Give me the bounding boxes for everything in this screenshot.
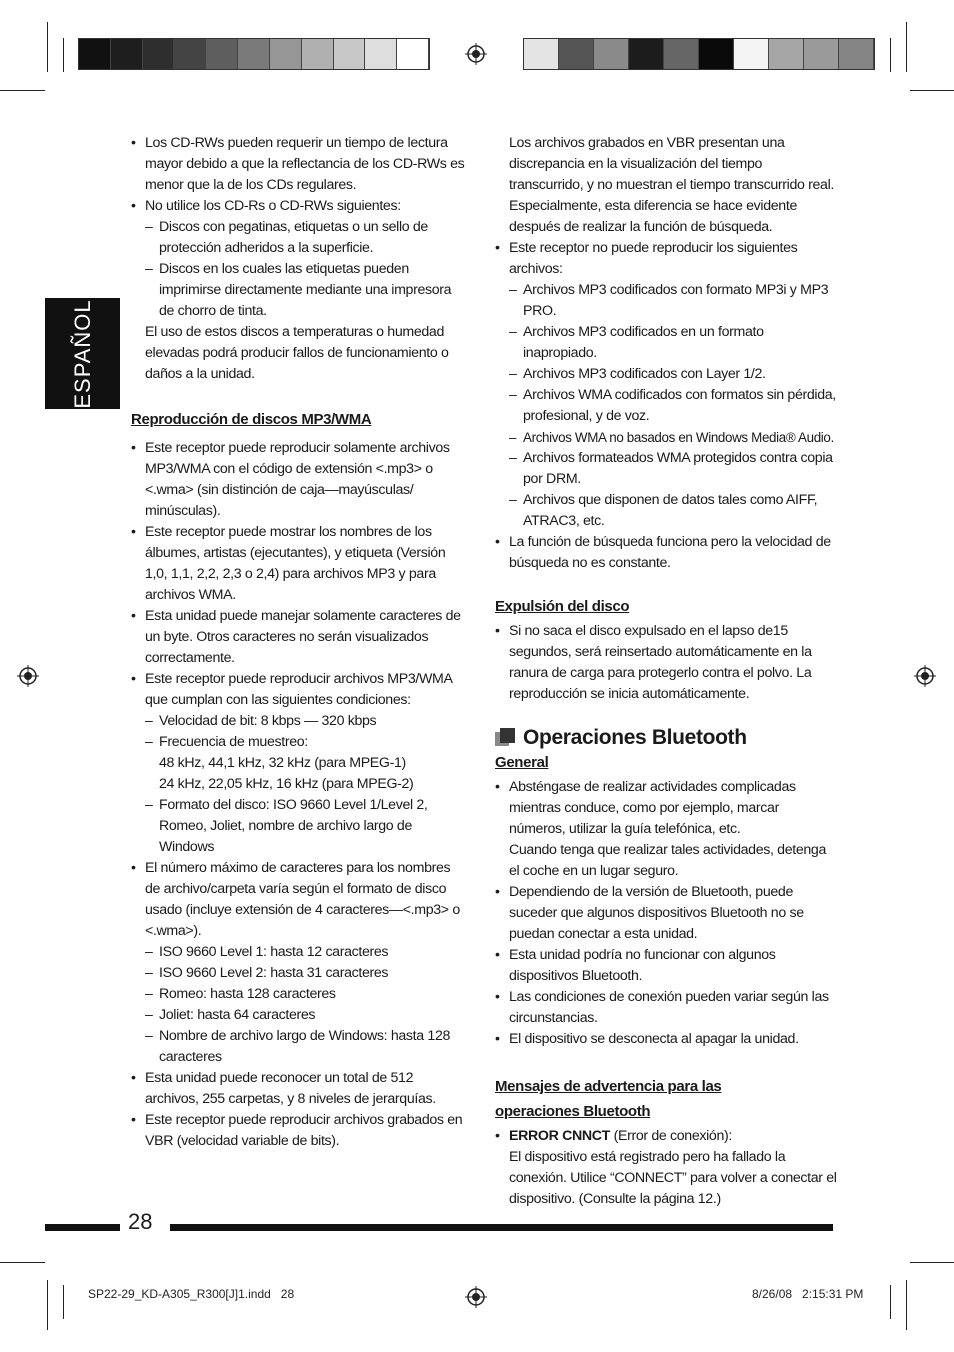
section-heading-eject: Expulsión del disco (495, 598, 630, 615)
paragraph: El dispositivo está registrado pero ha fallado la conexión. Utilice “CONNECT” para volver a conectar el dispositivo. (Consulte la página 12.) (509, 1149, 837, 1207)
registration-mark-icon (465, 43, 487, 65)
sub-list-line: 24 kHz, 22,05 kHz, 16 kHz (para MPEG-2) (159, 776, 414, 792)
sub-list-item: – ISO 9660 Level 1: hasta 12 caracteres (131, 942, 466, 963)
registration-mark-icon (17, 665, 39, 687)
color-swatch (734, 39, 769, 69)
crop-mark (910, 90, 954, 91)
color-swatch (839, 39, 874, 69)
footer-timestamp: 8/26/08 2:15:31 PM (752, 1287, 864, 1301)
crop-mark (0, 90, 45, 91)
sub-list-item: – ISO 9660 Level 2: hasta 31 caracteres (131, 963, 466, 984)
sub-list-item: – Archivos que disponen de datos tales como AIFF, ATRAC3, etc. (495, 490, 837, 532)
left-column (131, 133, 466, 1152)
crop-mark (0, 1262, 45, 1263)
color-swatch (111, 39, 143, 69)
crop-mark (47, 22, 48, 72)
sub-list-item: – Discos con pegatinas, etiquetas o un sello de protección adheridos a la superficie. (131, 217, 466, 259)
sub-list-item: – Discos en los cuales las etiquetas pueden imprimirse directamente mediante una impresora de chorro de tinta. (131, 259, 466, 322)
color-swatch (238, 39, 270, 69)
sub-list-line: 48 kHz, 44,1 kHz, 32 kHz (para MPEG-1) (159, 755, 406, 771)
sub-list-item: – Archivos MP3 codificados en un formato inapropiado. (495, 322, 837, 364)
sub-list-item: – Archivos WMA no basados en Windows Media® Audio. (495, 427, 837, 448)
paragraph: Los archivos grabados en VBR presentan una discrepancia en la visualización del tiempo transcurrido, y no muestran el tiempo transcurrido real. Especialmente, esta diferencia se hace evidente después de realizar la función de búsqueda. (509, 135, 834, 235)
page-number: 28 (128, 1209, 153, 1234)
section-title-bluetooth (495, 727, 837, 748)
right-column (495, 133, 837, 1210)
crop-mark (910, 1262, 954, 1263)
color-swatch (270, 39, 302, 69)
registration-mark-icon (465, 1286, 487, 1308)
sub-list-item: – Frecuencia de muestreo: (131, 732, 466, 753)
color-swatch (629, 39, 664, 69)
page-rule-left (45, 1224, 120, 1231)
color-swatch (397, 39, 429, 69)
color-swatch (804, 39, 839, 69)
error-desc: (Error de conexión): (609, 1128, 732, 1144)
color-swatch (302, 39, 334, 69)
color-swatch (524, 39, 559, 69)
color-swatch (769, 39, 804, 69)
color-swatch (334, 39, 366, 69)
list-item: • Este receptor puede reproducir archivos MP3/WMA que cumplan con las siguientes condiciones: (131, 669, 466, 711)
color-swatch (365, 39, 397, 69)
list-item: • Este receptor no puede reproducir los siguientes archivos: (495, 238, 837, 280)
list-item: • Si no saca el disco expulsado en el lapso de15 segundos, será reinsertado automáticamente en la ranura de carga para protegerlo contra el polvo. La reproducción se inicia automáticamente. (495, 621, 837, 705)
section-square-icon (495, 728, 515, 748)
section-heading-general: General (495, 754, 549, 771)
list-item: • Dependiendo de la versión de Bluetooth, puede suceder que algunos dispositivos Bluetooth no se puedan conectar a esta unidad. (495, 882, 837, 945)
footer-file-info: SP22-29_KD-A305_R300[J]1.indd 28 (88, 1287, 295, 1301)
list-item: • La función de búsqueda funciona pero la velocidad de búsqueda no es constante. (495, 532, 837, 574)
section-heading-mp3: Reproducción de discos MP3/WMA (131, 411, 372, 428)
error-code: ERROR CNNCT (509, 1128, 610, 1144)
color-bar-right (523, 38, 875, 70)
list-item: • El dispositivo se desconecta al apagar la unidad. (495, 1029, 837, 1050)
list-item: • Las condiciones de conexión pueden variar según las circunstancias. (495, 987, 837, 1029)
sub-list-item: – Joliet: hasta 64 caracteres (131, 1005, 466, 1026)
crop-mark (906, 22, 907, 72)
sub-list-item: – Archivos formateados WMA protegidos contra copia por DRM. (495, 448, 837, 490)
color-swatch (143, 39, 175, 69)
crop-mark (906, 1280, 907, 1330)
section-heading-line: operaciones Bluetooth (495, 1103, 651, 1120)
color-swatch (664, 39, 699, 69)
list-item: • Este receptor puede reproducir solamente archivos MP3/WMA con el código de extensión <.mp3> o <.wma> (sin distinción de caja—mayúsculas/ minúsculas). (131, 438, 466, 522)
sub-list-item: – Archivos MP3 codificados con Layer 1/2. (495, 364, 837, 385)
crop-mark (63, 38, 64, 72)
sub-list-item: – Formato del disco: ISO 9660 Level 1/Level 2, Romeo, Joliet, nombre de archivo largo de Windows (131, 795, 466, 858)
section-title-text: Operaciones Bluetooth (523, 726, 747, 749)
color-swatch (206, 39, 238, 69)
crop-mark (63, 1285, 64, 1319)
paragraph: Cuando tenga que realizar tales actividades, detenga el coche en un lugar seguro. (509, 842, 827, 879)
section-heading-messages (495, 1074, 837, 1124)
page-rule-right (170, 1224, 833, 1231)
color-swatch (594, 39, 629, 69)
list-item (495, 1126, 837, 1147)
color-swatch (559, 39, 594, 69)
list-item: • Absténgase de realizar actividades complicadas mientras conduce, como por ejemplo, marcar números, utilizar la guía telefónica, etc. (495, 777, 837, 840)
list-item: • El número máximo de caracteres para los nombres de archivo/carpeta varía según el formato de disco usado (incluye extensión de 4 caracteres—<.mp3> o <.wma>). (131, 858, 466, 942)
sub-list-item: – Romeo: hasta 128 caracteres (131, 984, 466, 1005)
crop-mark (890, 38, 891, 72)
list-item: • No utilice los CD-Rs o CD-RWs siguientes: (131, 196, 466, 217)
sub-list-item: – Nombre de archivo largo de Windows: hasta 128 caracteres (131, 1026, 466, 1068)
language-tab-label: ESPAÑOL (69, 298, 95, 409)
registration-mark-icon (914, 665, 936, 687)
list-item: • Este receptor puede reproducir archivos grabados en VBR (velocidad variable de bits). (131, 1110, 466, 1152)
list-item: • Esta unidad podría no funcionar con algunos dispositivos Bluetooth. (495, 945, 837, 987)
color-swatch (79, 39, 111, 69)
color-swatch (174, 39, 206, 69)
list-item: • Este receptor puede mostrar los nombres de los álbumes, artistas (ejecutantes), y etiqueta (Versión 1,0, 1,1, 2,2, 2,3 o 2,4) para archivos MP3 y para archivos WMA. (131, 522, 466, 606)
color-bar-left (78, 38, 430, 70)
paragraph: El uso de estos discos a temperaturas o humedad elevadas podrá producir fallos de funcionamiento o daños a la unidad. (145, 324, 449, 382)
sub-list-item: – Archivos MP3 codificados con formato MP3i y MP3 PRO. (495, 280, 837, 322)
sub-list-item: – Archivos WMA codificados con formatos sin pérdida, profesional, y de voz. (495, 385, 837, 427)
crop-mark (890, 1285, 891, 1319)
list-item: • Esta unidad puede manejar solamente caracteres de un byte. Otros caracteres no serán visualizados correctamente. (131, 606, 466, 669)
color-swatch (699, 39, 734, 69)
list-item: • Los CD-RWs pueden requerir un tiempo de lectura mayor debido a que la reflectancia de los CD-RWs es menor que la de los CDs regulares. (131, 133, 466, 196)
section-heading-line: Mensajes de advertencia para las (495, 1078, 722, 1095)
language-tab (45, 298, 120, 409)
list-item: • Esta unidad puede reconocer un total de 512 archivos, 255 carpetas, y 8 niveles de jerarquías. (131, 1068, 466, 1110)
crop-mark (47, 1280, 48, 1330)
sub-list-item: – Velocidad de bit: 8 kbps — 320 kbps (131, 711, 466, 732)
